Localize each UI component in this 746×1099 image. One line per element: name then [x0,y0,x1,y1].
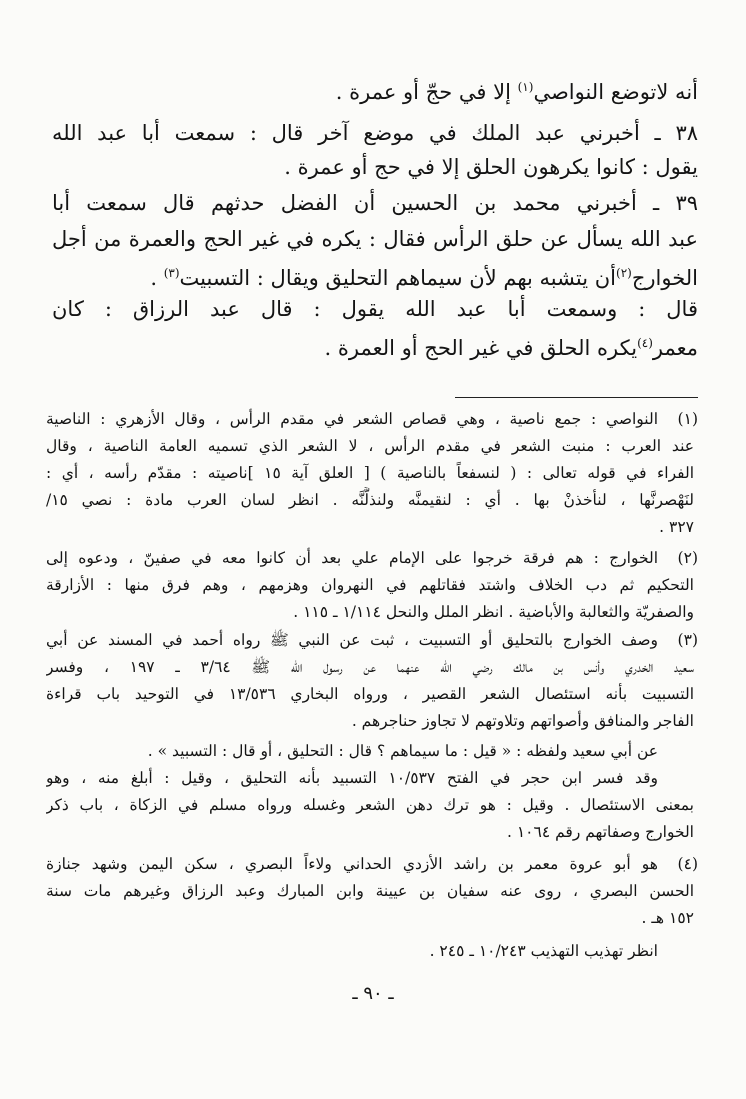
footnote-3-line: الفاجر والمنافق وأصواتهم وتلاوتهم لا تجاوز حناجرهم . [351,712,694,730]
footnote-2-line: الخوارج : هم فرقة خرجوا على الإمام علي بعد أن كانوا معه في صفينّ ، ودعوه إلى [46,549,658,567]
footnote-1-line: لنَهْصرنَّها ، لنأخذنْ بها . أي : لنقيمنَّه ولنذلَّنَّه . انظر لسان العرب مادة : نصي ١٥/ [46,491,694,509]
line-text: . [150,266,164,290]
footnote-3-extra-line: بمعنى الاستئصال . وقيل : هو ترك دهن الشعر وغسله ورواه مسلم في الزكاة ، باب ذكر [46,796,694,814]
footnote-4-line: هو أبو عروة معمر بن راشد الأزدي الحداني ولاءاً البصري ، سكن اليمن وشهد جنازة [46,855,658,873]
main-line-7 [52,292,698,326]
footnote-ref-1[interactable]: (١) [517,80,534,94]
line-text: الخوارج [631,266,698,290]
footnote-3-extra-line: الخوارج وصفاتهم رقم ١٠٦٤ . [507,823,694,841]
footnote-4-mark: (٤) [677,855,698,873]
footnote-ref-3[interactable]: (٣) [163,266,180,280]
footnote-ref-2[interactable]: (٢) [616,266,632,280]
footnote-1-mark: (١) [677,410,698,428]
footnote-3-mark: (٣) [677,631,698,649]
footnote-4-line: الحسن البصري ، روى عنه سفيان بن عيينة وابن المبارك وعبد الرزاق وغيرهم مات سنة [46,882,694,900]
main-line-2 [52,116,698,150]
footnote-3-line: وصف الخوارج بالتحليق أو التسبيت ، ثبت عن النبي ﷺ رواه أحمد في المسند عن أبي [46,631,658,649]
main-line-5 [52,222,698,256]
footnote-1-line: ٣٢٧ . [659,518,694,536]
footnote-4-line: ١٥٢ هـ . [641,909,694,927]
main-line-8 [52,326,698,365]
footnote-3-extra-line: عن أبي سعيد ولفظه : « قيل : ما سيماهم ؟ قال : التحليق ، أو قال : التسبيد » . [147,742,658,760]
footnote-1-line: الفراء في قوله تعالى : ( لنسفعاً بالناصية ) [ العلق آية ١٥ ]ناصيته : مقدّم رأسه ، أي : [46,464,694,482]
line-text: إلا في حجّ أو عمرة . [335,80,518,104]
footnote-3-line: سعيد الخدري وأنس بن مالك رضي الله عنهما عن رسول الله ﷺ ٣/٦٤ ـ ١٩٧ ، وفسر [46,658,694,676]
footnote-2-mark: (٢) [677,549,698,567]
line-text: أنه لاتوضع النواصي [533,80,698,104]
footnote-3-line: التسبيت بأنه استئصال الشعر القصير ، ورواه البخاري ١٣/٥٣٦ في التوحيد باب قراءة [46,685,694,703]
line-text: ٣٨ ـ أخبرني عبد الملك في موضع آخر قال : سمعت أبا عبد الله [52,121,698,145]
main-line-4 [52,186,698,220]
footnote-separator [455,397,698,398]
line-text: أن يتشبه بهم لأن سيماهم التحليق ويقال : التسبيت [179,266,616,290]
footnote-2-line: التحكيم ثم دب الخلاف واشتد فقاتلهم في النهروان وهزمهم ، وهم فرق منها : الأزارقة [46,576,694,594]
line-text: يكره الحلق في غير الحج أو العمرة . [324,336,638,360]
line-text: عبد الله يسأل عن حلق الرأس فقال : يكره في غير الحج والعمرة من أجل [52,227,698,251]
main-line-3 [52,150,698,184]
footnote-ref-4[interactable]: (٤) [637,336,653,350]
line-text: معمر [652,336,698,360]
footnote-4-extra-line: انظر تهذيب التهذيب ١٠/٢٤٣ ـ ٢٤٥ . [429,942,658,960]
footnote-1-line: عند العرب : منبت الشعر في مقدم الرأس ، لا الشعر الذي تسميه العامة الناصية ، وقال [46,437,694,455]
footnote-3-extra-line: وقد فسر ابن حجر في الفتح ١٠/٥٣٧ التسبيد بأنه التحليق ، وقيل : أبلغ منه ، وهو [46,769,658,787]
footnote-2-line: والصفريّة والثعالبة والأباضية . انظر الملل والنحل ١/١١٤ ـ ١١٥ . [293,603,694,621]
line-text: يقول : كانوا يكرهون الحلق إلا في حج أو عمرة . [284,155,698,179]
page-number: ـ ٩٠ ـ [352,983,394,1004]
line-text: ٣٩ ـ أخبرني محمد بن الحسين أن الفضل حدثهم قال سمعت أبا [52,191,698,215]
line-text: قال : وسمعت أبا عبد الله يقول : قال عبد الرزاق : كان [52,297,698,321]
footnote-1-line: النواصي : جمع ناصية ، وهي قصاص الشعر في مقدم الرأس ، وقال الأزهري : الناصية [46,410,658,428]
main-line-1 [52,70,698,109]
main-line-6 [52,256,698,295]
